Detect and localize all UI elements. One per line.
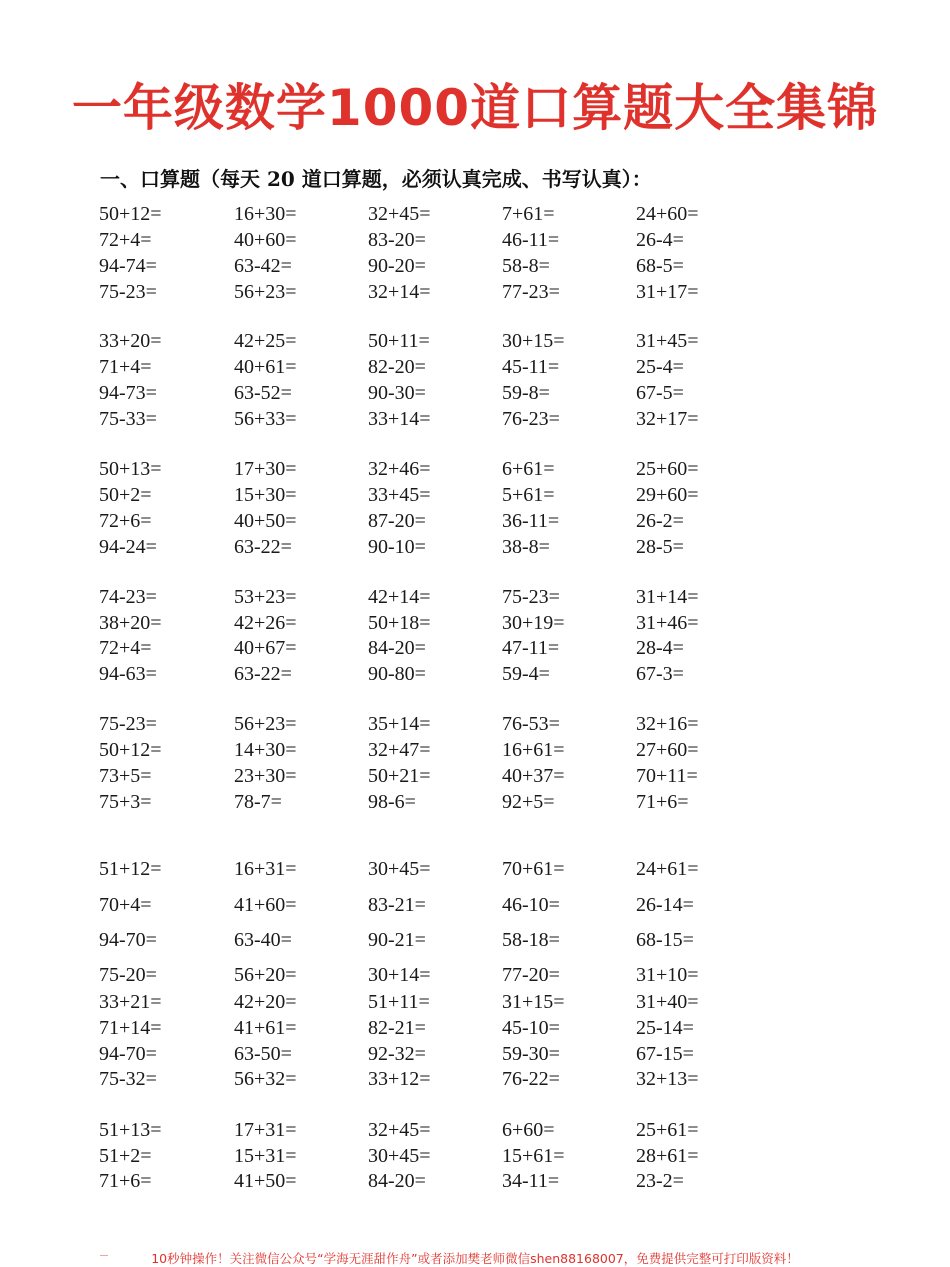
arithmetic-problem: 50+21= [368,765,431,787]
problem-row [0,962,950,988]
problem-row [0,789,950,815]
arithmetic-problem: 67-3= [636,663,684,685]
arithmetic-problem: 45-10= [502,1017,560,1039]
arithmetic-problem: 34-11= [502,1170,560,1192]
arithmetic-problem: 72+4= [99,229,152,251]
section-heading: 一、口算题（每天 20 道口算题，必须认真完成、书写认真）： [100,167,652,191]
arithmetic-problem: 92-32= [368,1043,426,1065]
arithmetic-problem: 92+5= [502,791,555,813]
arithmetic-problem: 32+13= [636,1068,699,1090]
arithmetic-problem: 42+26= [234,612,297,634]
arithmetic-problem: 87-20= [368,510,426,532]
arithmetic-problem: 38-8= [502,536,550,558]
arithmetic-problem: 51+13= [99,1119,162,1141]
arithmetic-problem: 25+60= [636,458,699,480]
problem-row [0,380,950,406]
arithmetic-problem: 83-20= [368,229,426,251]
arithmetic-problem: 33+20= [99,330,162,352]
arithmetic-problem: 42+20= [234,991,297,1013]
arithmetic-problem: 46-11= [502,229,560,251]
arithmetic-problem: 75-20= [99,964,157,986]
arithmetic-problem: 70+61= [502,858,565,880]
arithmetic-problem: 14+30= [234,739,297,761]
arithmetic-problem: 63-50= [234,1043,292,1065]
arithmetic-problem: 63-22= [234,663,292,685]
arithmetic-problem: 33+14= [368,408,431,430]
arithmetic-problem: 50+12= [99,739,162,761]
arithmetic-problem: 90-10= [368,536,426,558]
arithmetic-problem: 17+31= [234,1119,297,1141]
arithmetic-problem: 75-32= [99,1068,157,1090]
arithmetic-problem: 30+14= [368,964,431,986]
arithmetic-problem: 35+14= [368,713,431,735]
arithmetic-problem: 25+61= [636,1119,699,1141]
arithmetic-problem: 71+6= [636,791,689,813]
arithmetic-problem: 71+14= [99,1017,162,1039]
arithmetic-problem: 32+17= [636,408,699,430]
arithmetic-problem: 68-15= [636,929,694,951]
arithmetic-problem: 25-14= [636,1017,694,1039]
arithmetic-problem: 15+31= [234,1145,297,1167]
arithmetic-problem: 70+11= [636,765,698,787]
problem-row [0,711,950,737]
arithmetic-problem: 50+18= [368,612,431,634]
arithmetic-problem: 31+10= [636,964,699,986]
arithmetic-problem: 45-11= [502,356,560,378]
arithmetic-problem: 53+23= [234,586,297,608]
problem-row [0,253,950,279]
arithmetic-problem: 77-20= [502,964,560,986]
arithmetic-problem: 16+30= [234,203,297,225]
arithmetic-problem: 94-63= [99,663,157,685]
problem-row [0,610,950,636]
arithmetic-problem: 83-21= [368,894,426,916]
arithmetic-problem: 40+61= [234,356,297,378]
arithmetic-problem: 68-5= [636,255,684,277]
arithmetic-problem: 94-24= [99,536,157,558]
arithmetic-problem: 6+61= [502,458,555,480]
arithmetic-problem: 26-4= [636,229,684,251]
arithmetic-problem: 67-15= [636,1043,694,1065]
arithmetic-problem: 30+45= [368,1145,431,1167]
arithmetic-problem: 31+14= [636,586,699,608]
arithmetic-problem: 24+60= [636,203,699,225]
problem-row [0,856,950,882]
arithmetic-problem: 58-18= [502,929,560,951]
arithmetic-problem: 84-20= [368,637,426,659]
arithmetic-problem: 32+14= [368,281,431,303]
arithmetic-problem: 17+30= [234,458,297,480]
arithmetic-problem: 51+11= [368,991,430,1013]
arithmetic-problem: 16+61= [502,739,565,761]
arithmetic-problem: 46-10= [502,894,560,916]
arithmetic-problem: 78-7= [234,791,282,813]
problem-row [0,534,950,560]
arithmetic-problem: 63-42= [234,255,292,277]
arithmetic-problem: 40+60= [234,229,297,251]
arithmetic-problem: 74-23= [99,586,157,608]
arithmetic-problem: 94-74= [99,255,157,277]
arithmetic-problem: 47-11= [502,637,560,659]
arithmetic-problem: 56+32= [234,1068,297,1090]
arithmetic-problem: 70+4= [99,894,152,916]
arithmetic-problem: 40+37= [502,765,565,787]
problem-row [0,584,950,610]
arithmetic-problem: 32+45= [368,203,431,225]
arithmetic-problem: 7+61= [502,203,555,225]
arithmetic-problem: 15+61= [502,1145,565,1167]
problem-row [0,763,950,789]
arithmetic-problem: 77-23= [502,281,560,303]
arithmetic-problem: 32+45= [368,1119,431,1141]
problem-row [0,927,950,953]
arithmetic-problem: 50+2= [99,484,152,506]
problem-row [0,1066,950,1092]
arithmetic-problem: 50+11= [368,330,430,352]
arithmetic-problem: 58-8= [502,255,550,277]
arithmetic-problem: 28-5= [636,536,684,558]
arithmetic-problem: 30+45= [368,858,431,880]
arithmetic-problem: 26-14= [636,894,694,916]
arithmetic-problem: 67-5= [636,382,684,404]
arithmetic-problem: 5+61= [502,484,555,506]
arithmetic-problem: 41+60= [234,894,297,916]
arithmetic-problem: 59-4= [502,663,550,685]
arithmetic-problem: 31+46= [636,612,699,634]
page-title: 一年级数学1000道口算题大全集锦 [71,79,879,137]
arithmetic-problem: 75-33= [99,408,157,430]
arithmetic-problem: 33+12= [368,1068,431,1090]
arithmetic-problem: 76-53= [502,713,560,735]
arithmetic-problem: 71+6= [99,1170,152,1192]
arithmetic-problem: 31+40= [636,991,699,1013]
arithmetic-problem: 82-20= [368,356,426,378]
problem-row [0,661,950,687]
arithmetic-problem: 33+45= [368,484,431,506]
problem-row [0,635,950,661]
arithmetic-problem: 75+3= [99,791,152,813]
arithmetic-problem: 56+23= [234,713,297,735]
arithmetic-problem: 32+47= [368,739,431,761]
arithmetic-problem: 29+60= [636,484,699,506]
arithmetic-problem: 30+19= [502,612,565,634]
arithmetic-problem: 94-73= [99,382,157,404]
problem-row [0,1143,950,1169]
arithmetic-problem: 25-4= [636,356,684,378]
arithmetic-problem: 28-4= [636,637,684,659]
arithmetic-problem: 42+25= [234,330,297,352]
arithmetic-problem: 50+12= [99,203,162,225]
problem-row [0,406,950,432]
footer-note: 10秒钟操作！关注微信公众号“学海无涯甜作舟”或者添加樊老师微信shen88168007，免费提供完整可打印版资料！ [151,1251,799,1266]
problem-row [0,201,950,227]
arithmetic-problem: 6+60= [502,1119,555,1141]
arithmetic-problem: 90-30= [368,382,426,404]
arithmetic-problem: 41+50= [234,1170,297,1192]
arithmetic-problem: 75-23= [99,713,157,735]
arithmetic-problem: 56+23= [234,281,297,303]
arithmetic-problem: 72+6= [99,510,152,532]
arithmetic-problem: 94-70= [99,929,157,951]
arithmetic-problem: 51+2= [99,1145,152,1167]
arithmetic-problem: 16+31= [234,858,297,880]
arithmetic-problem: 84-20= [368,1170,426,1192]
arithmetic-problem: 32+16= [636,713,699,735]
problem-row [0,1168,950,1194]
arithmetic-problem: 90-20= [368,255,426,277]
problem-row [0,328,950,354]
arithmetic-problem: 82-21= [368,1017,426,1039]
arithmetic-problem: 59-8= [502,382,550,404]
arithmetic-problem: 24+61= [636,858,699,880]
arithmetic-problem: 71+4= [99,356,152,378]
arithmetic-problem: 40+67= [234,637,297,659]
problem-row [0,456,950,482]
arithmetic-problem: 42+14= [368,586,431,608]
arithmetic-problem: 31+17= [636,281,699,303]
arithmetic-problem: 90-80= [368,663,426,685]
problem-row [0,737,950,763]
problem-row [0,508,950,534]
problem-row [0,227,950,253]
arithmetic-problem: 15+30= [234,484,297,506]
arithmetic-problem: 98-6= [368,791,416,813]
arithmetic-problem: 90-21= [368,929,426,951]
arithmetic-problem: 32+46= [368,458,431,480]
arithmetic-problem: 31+45= [636,330,699,352]
arithmetic-problem: 73+5= [99,765,152,787]
arithmetic-problem: 26-2= [636,510,684,532]
arithmetic-problem: 51+12= [99,858,162,880]
arithmetic-problem: 31+15= [502,991,565,1013]
arithmetic-problem: 23-2= [636,1170,684,1192]
problem-row [0,892,950,918]
arithmetic-problem: 23+30= [234,765,297,787]
arithmetic-problem: 63-52= [234,382,292,404]
problem-row [0,1015,950,1041]
arithmetic-problem: 72+4= [99,637,152,659]
arithmetic-problem: 38+20= [99,612,162,634]
problem-row [0,279,950,305]
arithmetic-problem: 56+33= [234,408,297,430]
problem-row [0,1041,950,1067]
arithmetic-problem: 30+15= [502,330,565,352]
arithmetic-problem: 94-70= [99,1043,157,1065]
arithmetic-problem: 33+21= [99,991,162,1013]
problem-row [0,482,950,508]
arithmetic-problem: 56+20= [234,964,297,986]
arithmetic-problem: 76-22= [502,1068,560,1090]
arithmetic-problem: 50+13= [99,458,162,480]
problem-row [0,989,950,1015]
arithmetic-problem: 28+61= [636,1145,699,1167]
arithmetic-problem: 27+60= [636,739,699,761]
problem-row [0,1117,950,1143]
arithmetic-problem: 75-23= [502,586,560,608]
problem-row [0,354,950,380]
arithmetic-problem: 63-40= [234,929,292,951]
arithmetic-problem: 76-23= [502,408,560,430]
arithmetic-problem: 59-30= [502,1043,560,1065]
arithmetic-problem: 41+61= [234,1017,297,1039]
arithmetic-problem: 75-23= [99,281,157,303]
arithmetic-problem: 40+50= [234,510,297,532]
arithmetic-problem: 63-22= [234,536,292,558]
arithmetic-problem: 36-11= [502,510,560,532]
